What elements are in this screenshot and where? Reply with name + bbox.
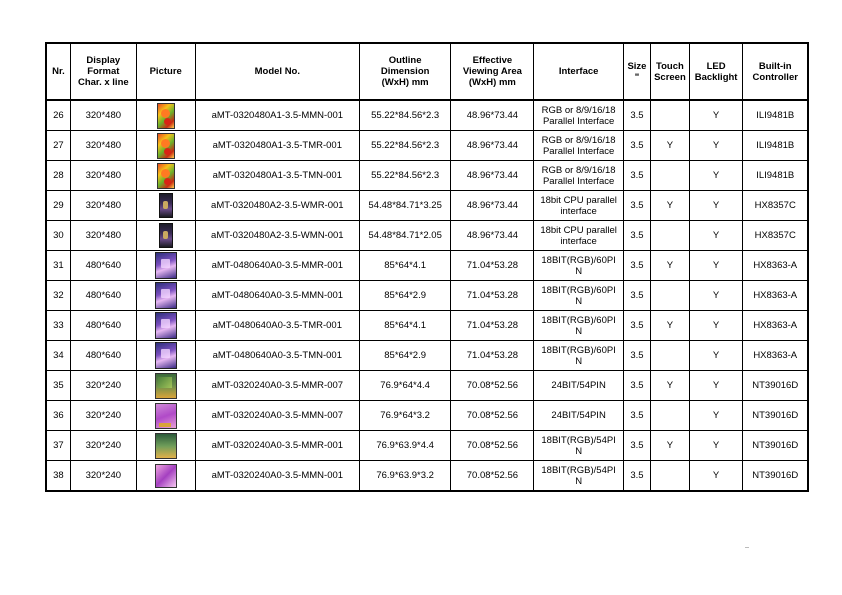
interface-line: RGB or 8/9/16/18 xyxy=(541,134,616,146)
cell-viewing: 71.04*53.28 xyxy=(451,341,534,371)
cell-viewing: 70.08*52.56 xyxy=(451,371,534,401)
cell-format: 320*480 xyxy=(70,100,136,131)
cell-nr: 31 xyxy=(46,251,70,281)
cell-model: aMT-0320480A1-3.5-TMN-001 xyxy=(195,161,359,191)
cell-touch xyxy=(651,221,690,251)
cell-format: 480*640 xyxy=(70,311,136,341)
cell-size: 3.5 xyxy=(623,281,650,311)
cell-model: aMT-0320480A1-3.5-TMR-001 xyxy=(195,131,359,161)
interface-line: Parallel Interface xyxy=(542,145,615,157)
cell-led: Y xyxy=(689,131,743,161)
cell-picture xyxy=(136,221,195,251)
cell-interface xyxy=(534,461,623,492)
cell-model: aMT-0320240A0-3.5-MMR-007 xyxy=(195,371,359,401)
cell-picture xyxy=(136,461,195,492)
cell-size: 3.5 xyxy=(623,191,650,221)
cell-format: 480*640 xyxy=(70,251,136,281)
page-mark xyxy=(745,547,749,548)
cell-nr: 33 xyxy=(46,311,70,341)
header-viewing-area: Effective Viewing Area (WxH) mm xyxy=(451,43,534,100)
header-size: Size " xyxy=(623,43,650,100)
cell-outline: 54.48*84.71*2.05 xyxy=(359,221,450,251)
cell-controller: HX8363-A xyxy=(743,251,808,281)
interface-line: 18BIT(RGB)/60PI xyxy=(541,254,616,266)
table-row xyxy=(46,341,808,371)
interface-line: N xyxy=(575,355,583,367)
cell-touch xyxy=(651,100,690,131)
cell-nr: 27 xyxy=(46,131,70,161)
food-lcd-image xyxy=(157,133,175,159)
cell-interface xyxy=(534,341,623,371)
table-row xyxy=(46,431,808,461)
cell-picture xyxy=(136,191,195,221)
cell-outline: 54.48*84.71*3.25 xyxy=(359,191,450,221)
cell-size: 3.5 xyxy=(623,401,650,431)
cell-size: 3.5 xyxy=(623,341,650,371)
cell-nr: 34 xyxy=(46,341,70,371)
cell-led: Y xyxy=(689,341,743,371)
cell-touch xyxy=(651,281,690,311)
cell-viewing: 70.08*52.56 xyxy=(451,461,534,492)
cell-nr: 38 xyxy=(46,461,70,492)
interface-line: N xyxy=(575,265,583,277)
header-controller: Built-in Controller xyxy=(743,43,808,100)
cell-led: Y xyxy=(689,401,743,431)
cell-led: Y xyxy=(689,161,743,191)
board-b-lcd-image xyxy=(155,403,177,429)
table-row xyxy=(46,131,808,161)
cell-interface xyxy=(534,100,623,131)
header-led: LED Backlight xyxy=(689,43,743,100)
cell-controller: HX8357C xyxy=(743,191,808,221)
cell-format: 320*240 xyxy=(70,431,136,461)
interface-line: RGB or 8/9/16/18 xyxy=(541,104,616,116)
cell-nr: 35 xyxy=(46,371,70,401)
cell-nr: 37 xyxy=(46,431,70,461)
header-outline: Outline Dimension (WxH) mm xyxy=(359,43,450,100)
cell-controller: ILI9481B xyxy=(743,100,808,131)
cell-outline: 85*64*4.1 xyxy=(359,251,450,281)
interface-line: RGB or 8/9/16/18 xyxy=(541,164,616,176)
cell-outline: 76.9*64*3.2 xyxy=(359,401,450,431)
cell-led: Y xyxy=(689,221,743,251)
cell-outline: 55.22*84.56*2.3 xyxy=(359,131,450,161)
cell-picture xyxy=(136,311,195,341)
cell-interface xyxy=(534,431,623,461)
cell-size: 3.5 xyxy=(623,161,650,191)
cell-outline: 76.9*63.9*4.4 xyxy=(359,431,450,461)
header-nr: Nr. xyxy=(46,43,70,100)
cell-led: Y xyxy=(689,461,743,492)
cell-size: 3.5 xyxy=(623,131,650,161)
cell-controller: NT39016D xyxy=(743,461,808,492)
cell-outline: 55.22*84.56*2.3 xyxy=(359,100,450,131)
cell-outline: 85*64*2.9 xyxy=(359,281,450,311)
cell-model: aMT-0320480A2-3.5-WMN-001 xyxy=(195,221,359,251)
cell-model: aMT-0320480A1-3.5-MMN-001 xyxy=(195,100,359,131)
cell-touch: Y xyxy=(651,251,690,281)
cell-led: Y xyxy=(689,100,743,131)
table-row xyxy=(46,311,808,341)
cell-led: Y xyxy=(689,311,743,341)
cell-led: Y xyxy=(689,431,743,461)
cell-outline: 76.9*63.9*3.2 xyxy=(359,461,450,492)
cell-format: 320*480 xyxy=(70,221,136,251)
cell-size: 3.5 xyxy=(623,371,650,401)
interface-line: interface xyxy=(560,235,597,247)
cell-led: Y xyxy=(689,371,743,401)
interface-line: Parallel Interface xyxy=(542,115,615,127)
cell-format: 320*480 xyxy=(70,131,136,161)
cell-interface xyxy=(534,131,623,161)
food-lcd-image xyxy=(157,103,175,129)
table-header-row xyxy=(46,43,808,100)
table-row xyxy=(46,251,808,281)
cell-size: 3.5 xyxy=(623,461,650,492)
purple-lcd-image xyxy=(155,252,177,279)
cell-nr: 29 xyxy=(46,191,70,221)
cell-controller: ILI9481B xyxy=(743,161,808,191)
cell-viewing: 48.96*73.44 xyxy=(451,161,534,191)
table-row xyxy=(46,100,808,131)
cell-outline: 85*64*2.9 xyxy=(359,341,450,371)
table-row xyxy=(46,371,808,401)
cell-picture xyxy=(136,251,195,281)
cell-nr: 30 xyxy=(46,221,70,251)
cell-interface xyxy=(534,401,623,431)
interface-line: 18BIT(RGB)/60PI xyxy=(541,314,616,326)
cell-viewing: 71.04*53.28 xyxy=(451,281,534,311)
board-c-lcd-image xyxy=(155,433,177,459)
cell-led: Y xyxy=(689,251,743,281)
cell-format: 320*240 xyxy=(70,461,136,492)
interface-line: 18BIT(RGB)/54PI xyxy=(541,464,616,476)
cell-nr: 28 xyxy=(46,161,70,191)
cell-picture xyxy=(136,100,195,131)
cell-format: 320*240 xyxy=(70,401,136,431)
cell-touch xyxy=(651,461,690,492)
cell-interface xyxy=(534,161,623,191)
cell-model: aMT-0320480A2-3.5-WMR-001 xyxy=(195,191,359,221)
cell-size: 3.5 xyxy=(623,251,650,281)
interface-line: 18bit CPU parallel xyxy=(540,224,617,236)
interface-line: interface xyxy=(560,205,597,217)
product-spec-table xyxy=(45,42,809,492)
cell-model: aMT-0480640A0-3.5-TMR-001 xyxy=(195,311,359,341)
cell-viewing: 71.04*53.28 xyxy=(451,311,534,341)
table-row xyxy=(46,281,808,311)
cell-format: 320*480 xyxy=(70,191,136,221)
cell-nr: 26 xyxy=(46,100,70,131)
table-row xyxy=(46,161,808,191)
cell-interface xyxy=(534,191,623,221)
cell-format: 480*640 xyxy=(70,281,136,311)
header-picture: Picture xyxy=(136,43,195,100)
cell-outline: 55.22*84.56*2.3 xyxy=(359,161,450,191)
cell-size: 3.5 xyxy=(623,311,650,341)
cell-nr: 36 xyxy=(46,401,70,431)
cell-controller: ILI9481B xyxy=(743,131,808,161)
cell-controller: NT39016D xyxy=(743,431,808,461)
cell-controller: HX8363-A xyxy=(743,311,808,341)
header-model: Model No. xyxy=(195,43,359,100)
cell-model: aMT-0320240A0-3.5-MMR-001 xyxy=(195,431,359,461)
cell-viewing: 71.04*53.28 xyxy=(451,251,534,281)
cell-touch: Y xyxy=(651,371,690,401)
cell-format: 320*480 xyxy=(70,161,136,191)
cell-picture xyxy=(136,131,195,161)
interface-line: 24BIT/54PIN xyxy=(551,410,606,421)
cell-viewing: 48.96*73.44 xyxy=(451,191,534,221)
board-a-lcd-image xyxy=(155,373,177,399)
cell-viewing: 48.96*73.44 xyxy=(451,221,534,251)
interface-line: Parallel Interface xyxy=(542,175,615,187)
cell-controller: HX8363-A xyxy=(743,281,808,311)
cell-touch: Y xyxy=(651,311,690,341)
cell-format: 480*640 xyxy=(70,341,136,371)
table-row xyxy=(46,191,808,221)
cell-controller: NT39016D xyxy=(743,401,808,431)
cell-interface xyxy=(534,311,623,341)
interface-line: N xyxy=(575,475,583,487)
interface-line: 24BIT/54PIN xyxy=(551,380,606,391)
purple-lcd-image xyxy=(155,342,177,369)
cell-touch xyxy=(651,161,690,191)
cell-viewing: 48.96*73.44 xyxy=(451,131,534,161)
cell-controller: HX8357C xyxy=(743,221,808,251)
cell-viewing: 70.08*52.56 xyxy=(451,401,534,431)
cell-picture xyxy=(136,401,195,431)
table-row xyxy=(46,221,808,251)
header-display-format: Display Format Char. x line xyxy=(70,43,136,100)
cell-size: 3.5 xyxy=(623,431,650,461)
dark-lcd-image xyxy=(159,223,173,248)
cell-led: Y xyxy=(689,281,743,311)
cell-picture xyxy=(136,341,195,371)
cell-picture xyxy=(136,161,195,191)
interface-line: 18BIT(RGB)/60PI xyxy=(541,284,616,296)
dark-lcd-image xyxy=(159,193,173,218)
table-row xyxy=(46,401,808,431)
board-d-lcd-image xyxy=(155,464,177,488)
interface-line: 18bit CPU parallel xyxy=(540,194,617,206)
cell-touch: Y xyxy=(651,191,690,221)
cell-touch: Y xyxy=(651,431,690,461)
cell-interface xyxy=(534,251,623,281)
cell-controller: NT39016D xyxy=(743,371,808,401)
cell-model: aMT-0320240A0-3.5-MMN-007 xyxy=(195,401,359,431)
cell-outline: 76.9*64*4.4 xyxy=(359,371,450,401)
cell-controller: HX8363-A xyxy=(743,341,808,371)
cell-size: 3.5 xyxy=(623,100,650,131)
cell-picture xyxy=(136,431,195,461)
cell-interface xyxy=(534,371,623,401)
cell-viewing: 48.96*73.44 xyxy=(451,100,534,131)
cell-size: 3.5 xyxy=(623,221,650,251)
cell-model: aMT-0480640A0-3.5-TMN-001 xyxy=(195,341,359,371)
interface-line: 18BIT(RGB)/60PI xyxy=(541,344,616,356)
food-lcd-image xyxy=(157,163,175,189)
cell-format: 320*240 xyxy=(70,371,136,401)
cell-touch xyxy=(651,401,690,431)
cell-interface xyxy=(534,281,623,311)
interface-line: N xyxy=(575,295,583,307)
interface-line: N xyxy=(575,325,583,337)
table-row xyxy=(46,461,808,492)
cell-interface xyxy=(534,221,623,251)
cell-model: aMT-0480640A0-3.5-MMN-001 xyxy=(195,281,359,311)
cell-picture xyxy=(136,371,195,401)
interface-line: N xyxy=(575,445,583,457)
cell-viewing: 70.08*52.56 xyxy=(451,431,534,461)
purple-lcd-image xyxy=(155,282,177,309)
cell-model: aMT-0320240A0-3.5-MMN-001 xyxy=(195,461,359,492)
cell-model: aMT-0480640A0-3.5-MMR-001 xyxy=(195,251,359,281)
header-touch: Touch Screen xyxy=(651,43,690,100)
interface-line: 18BIT(RGB)/54PI xyxy=(541,434,616,446)
cell-touch: Y xyxy=(651,131,690,161)
cell-touch xyxy=(651,341,690,371)
purple-lcd-image xyxy=(155,312,177,339)
cell-led: Y xyxy=(689,191,743,221)
header-interface: Interface xyxy=(534,43,623,100)
cell-nr: 32 xyxy=(46,281,70,311)
cell-outline: 85*64*4.1 xyxy=(359,311,450,341)
cell-picture xyxy=(136,281,195,311)
